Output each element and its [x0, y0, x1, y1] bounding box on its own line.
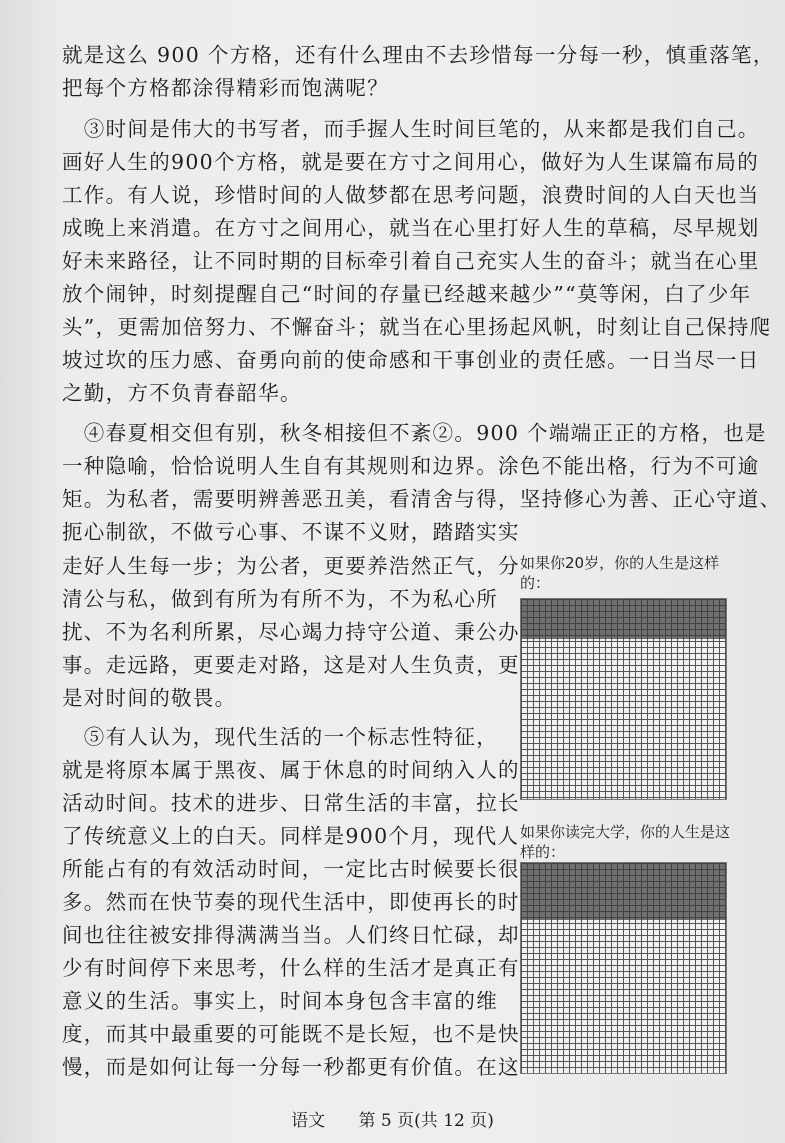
text-line: 间也往往被安排得满满当当。人们终日忙碌，却	[62, 923, 520, 947]
text-line: 头”，更需加倍努力、不懈奋斗；就当在心里扬起风帆，时刻让自己保持爬	[62, 315, 772, 339]
figure1-caption: 如果你20岁，你的人生是这样的：	[520, 554, 720, 592]
lived-portion-shade	[521, 599, 726, 639]
text-line: 走好人生每一步；为公者，更要养浩然正气，分	[62, 554, 520, 578]
text-line: 慢，而是如何让每一分每一秒都更有价值。在这	[62, 1055, 520, 1079]
text-line: 度，而其中最重要的可能既不是长短，也不是快	[62, 1022, 520, 1046]
text-line: 坡过坎的压力感、奋勇向前的使命感和干事创业的责任感。一日当尽一日	[62, 348, 760, 372]
text-line: 成晚上来消遣。在方寸之间用心，就当在心里打好人生的草稿，尽早规划	[62, 216, 760, 240]
page-footer	[0, 1106, 785, 1131]
text-line: 意义的生活。事实上，时间本身包含丰富的维	[62, 989, 498, 1013]
text-line: 是对时间的敬畏。	[62, 686, 237, 710]
footer-page-number: 第 5 页(共 12 页)	[358, 1111, 494, 1131]
text-line: 好未来路径，让不同时期的目标牵引着自己充实人生的奋斗；就当在心里	[62, 249, 760, 273]
life-grid-figure1	[520, 598, 727, 800]
text-line: 少有时间停下来思考，什么样的生活才是真正有	[62, 956, 520, 980]
text-line: 工作。有人说，珍惜时间的人做梦都在思考问题，浪费时间的人白天也当	[62, 183, 760, 207]
text-line: 就是这么 900 个方格，还有什么理由不去珍惜每一分每一秒，慎重落笔，	[62, 43, 775, 67]
text-line: 了传统意义上的白天。同样是900个月，现代人	[62, 824, 520, 848]
text-line: 之勤，方不负青春韶华。	[62, 381, 302, 405]
life-grid-figure2	[520, 862, 727, 1074]
text-line: 矩。为私者，需要明辨善恶丑美，看清舍与得，坚持修心为善、正心守道、	[62, 487, 782, 511]
text-line: 清公与私，做到有所为有所不为，不为私心所	[62, 587, 498, 611]
lived-portion-shade	[521, 863, 726, 920]
text-line: ④春夏相交但有别，秋冬相接但不紊②。900 个端端正正的方格，也是	[62, 421, 767, 445]
text-line: 扼心制欲，不做亏心事、不谋不义财，踏踏实实	[62, 520, 520, 544]
text-line: ③时间是伟大的书写者，而手握人生时间巨笔的，从来都是我们自己。	[62, 117, 760, 141]
text-line: 事。走远路，更要走对路，这是对人生负责，更	[62, 653, 520, 677]
text-line: 扰、不为名利所累，尽心竭力持守公道、秉公办	[62, 620, 520, 644]
text-line: 所能占有的有效活动时间，一定比古时候要长很	[62, 857, 520, 881]
text-line: 就是将原本属于黑夜、属于休息的时间纳入人的	[62, 758, 520, 782]
text-line: 放个闹钟，时刻提醒自己“时间的存量已经越来越少”“莫等闲，白了少年	[62, 282, 752, 306]
text-line: 一种隐喻，恰恰说明人生自有其规则和边界。涂色不能出格，行为不可逾	[62, 454, 760, 478]
text-line: 把每个方格都涂得精彩而饱满呢？	[62, 76, 389, 100]
figure2-caption: 如果你读完大学，你的人生是这样的：	[520, 823, 731, 861]
text-line: 多。然而在快节奏的现代生活中，即使再长的时	[62, 890, 520, 914]
text-line: 画好人生的900个方格，就是要在方寸之间用心，做好为人生谋篇布局的	[62, 150, 760, 174]
text-line: ⑤有人认为，现代生活的一个标志性特征，	[62, 725, 498, 749]
text-line: 活动时间。技术的进步、日常生活的丰富，拉长	[62, 791, 520, 815]
footer-subject: 语文	[291, 1111, 326, 1131]
